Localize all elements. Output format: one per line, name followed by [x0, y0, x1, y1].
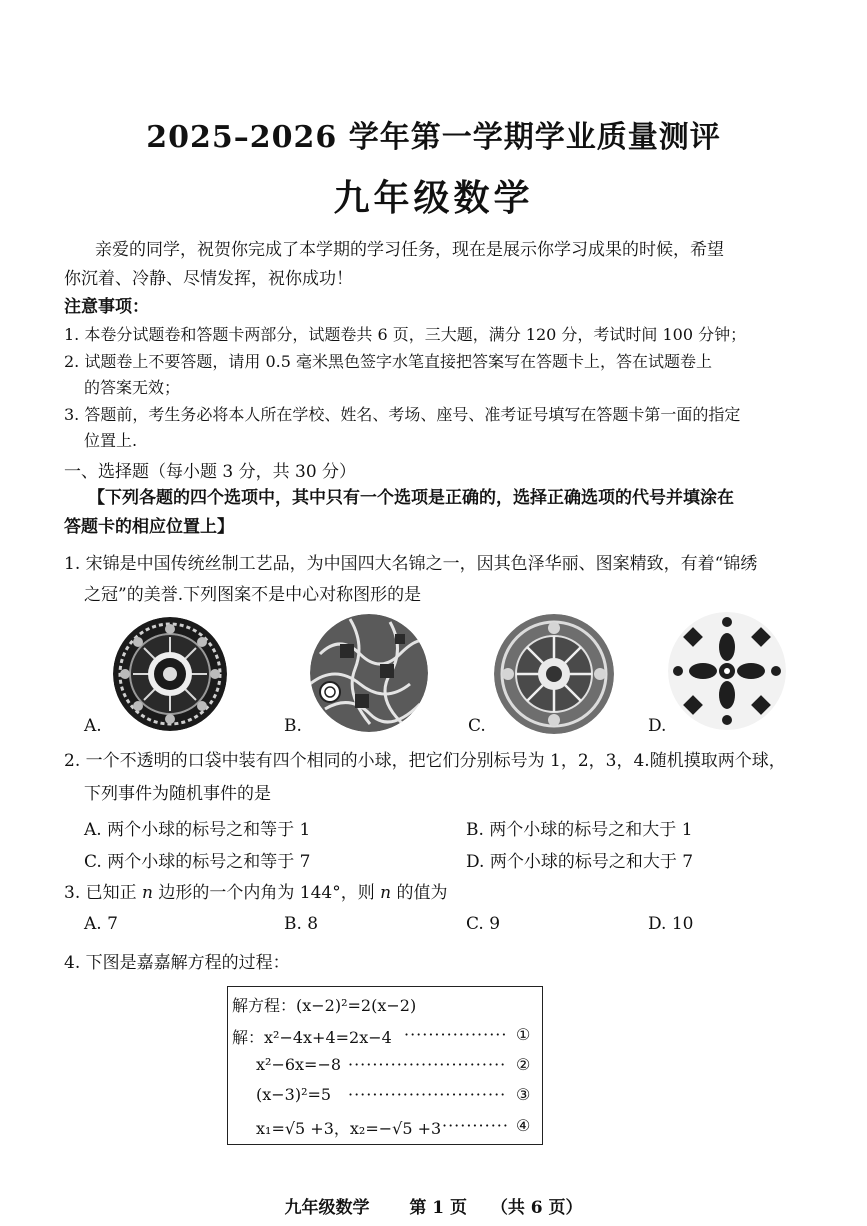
pattern-d-image: [668, 612, 786, 730]
q3-text-post: 的值为: [391, 883, 448, 903]
note-item-1: 1. 本卷分试题卷和答题卡两部分，试题卷共 6 页，三大题，满分 120 分，考试时间 100 分钟；: [64, 325, 747, 344]
notes-heading: 注意事项：: [64, 297, 149, 317]
q1-label-a: A.: [84, 716, 102, 736]
step-marker-1: ①: [516, 1025, 531, 1044]
solution-step-3: (x−3)²=5: [256, 1085, 332, 1104]
dot-leader-1: ·················: [404, 1025, 508, 1044]
solution-step-4: x₁=√5 +3，x₂=−√5 +3: [256, 1119, 442, 1138]
q4-line-1: 4. 下图是嘉嘉解方程的过程：: [64, 953, 290, 973]
q3-option-b: B. 8: [284, 914, 319, 934]
q1-label-b: B.: [284, 716, 302, 736]
q1-label-c: C.: [468, 716, 486, 736]
q1-line-1: 1. 宋锦是中国传统丝制工艺品，为中国四大名锦之一，因其色泽华丽、图案精致，有着“锦绣: [64, 554, 758, 574]
q3-option-c: C. 9: [466, 914, 501, 934]
note-item-2a: 2. 试题卷上不要答题，请用 0.5 毫米黑色签字水笔直接把答案写在答题卡上，答在试题卷上: [64, 352, 712, 371]
q2-line-1: 2. 一个不透明的口袋中装有四个相同的小球，把它们分别标号为 1，2，3，4.随机摸取两个球，: [64, 751, 786, 771]
section-instruction-2: 答题卡的相应位置上】: [64, 517, 234, 537]
section-heading: 一、选择题（每小题 3 分，共 30 分）: [64, 462, 357, 482]
exam-subject: 九年级数学: [333, 177, 534, 219]
solution-step-2: x²−6x=−8: [256, 1055, 342, 1074]
dot-leader-4: ···········: [442, 1116, 509, 1135]
note-item-2b: 的答案无效；: [84, 378, 181, 397]
q2-option-d: D. 两个小球的标号之和大于 7: [466, 852, 694, 872]
q2-option-c: C. 两个小球的标号之和等于 7: [84, 852, 311, 872]
pattern-a-image: [113, 617, 227, 731]
step-marker-2: ②: [516, 1055, 531, 1074]
step-marker-4: ④: [516, 1116, 531, 1135]
pattern-c-image: [494, 614, 614, 734]
dot-leader-3: ··························: [348, 1085, 507, 1104]
solution-step-1: 解：x²−4x+4=2x−4: [232, 1028, 392, 1047]
q2-option-b: B. 两个小球的标号之和大于 1: [466, 820, 693, 840]
q2-line-2: 下列事件为随机事件的是: [84, 784, 271, 804]
section-instruction-1: 【下列各题的四个选项中，其中只有一个选项是正确的，选择正确选项的代号并填涂在: [88, 488, 734, 508]
note-item-3b: 位置上.: [84, 431, 138, 450]
solution-box: [227, 986, 543, 1145]
q2-option-a: A. 两个小球的标号之和等于 1: [84, 820, 311, 840]
footer-page: 第 1 页: [409, 1198, 467, 1218]
intro-line-1: 亲爱的同学，祝贺你完成了本学期的学习任务，现在是展示你学习成果的时候，希望: [95, 240, 724, 260]
q3-text-pre: 3. 已知正: [64, 883, 143, 903]
footer-subject: 九年级数学: [284, 1198, 370, 1218]
step-marker-3: ③: [516, 1085, 531, 1104]
q1-label-d: D.: [648, 716, 667, 736]
q3-option-d: D. 10: [648, 914, 694, 934]
dot-leader-2: ··························: [348, 1055, 507, 1074]
q3-var-n: n: [142, 883, 153, 903]
intro-line-2: 你沉着、冷静、尽情发挥，祝你成功！: [64, 269, 353, 289]
q3-var-n-2: n: [380, 883, 392, 903]
note-item-3a: 3. 答题前，考生务必将本人所在学校、姓名、考场、座号、准考证号填写在答题卡第一面的指定: [64, 405, 741, 424]
q1-line-2: 之冠”的美誉.下列图案不是中心对称图形的是: [84, 585, 422, 605]
solution-equation: 解方程：(x−2)²=2(x−2): [232, 996, 417, 1015]
pattern-b-image: [310, 614, 428, 732]
q3-option-a: A. 7: [84, 914, 118, 934]
q3-stem: [64, 878, 448, 909]
page-footer: [0, 1193, 867, 1218]
footer-total: （共 6 页）: [490, 1198, 583, 1218]
exam-title: 2025–2026 学年第一学期学业质量测评: [146, 120, 721, 155]
q3-text-mid: 边形的一个内角为 144°，则: [152, 883, 381, 903]
